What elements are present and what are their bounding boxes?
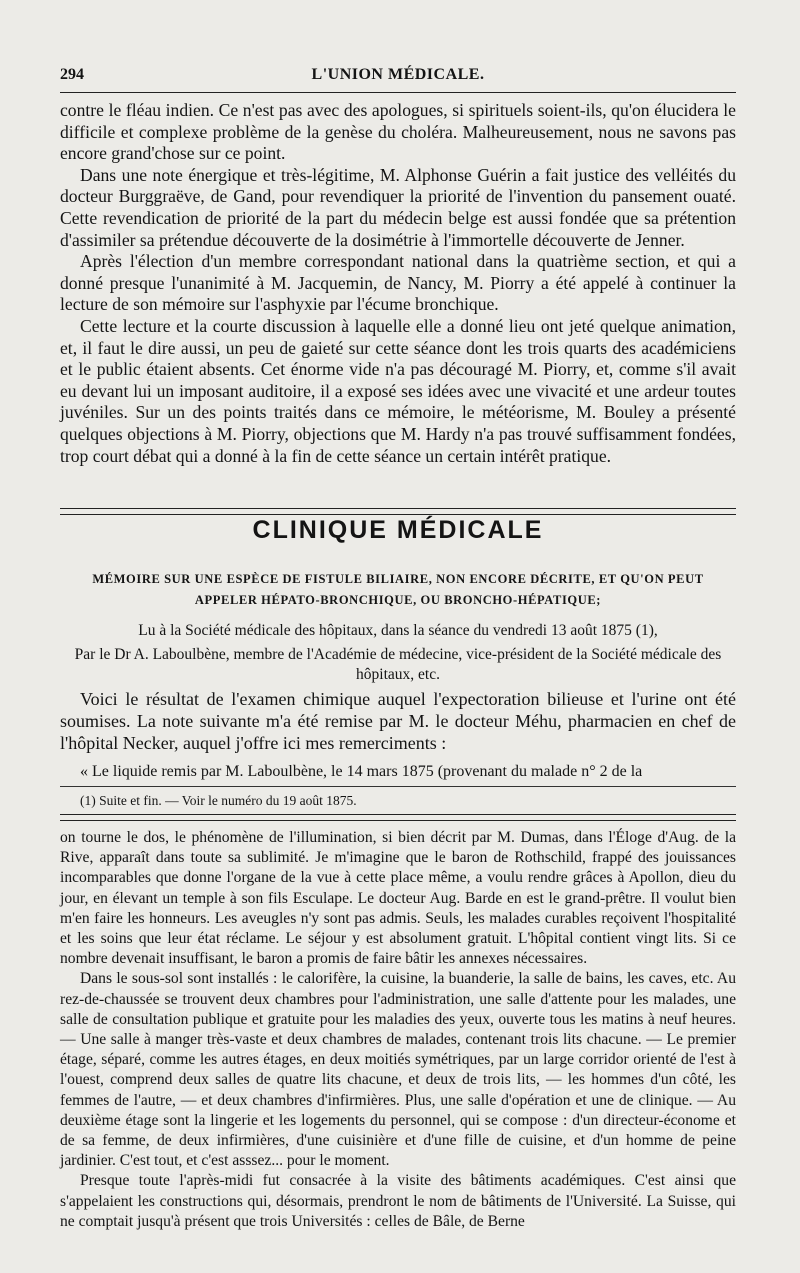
journal-title: L'UNION MÉDICALE. (311, 66, 485, 83)
paragraph: Dans le sous-sol sont installés : le calorifère, la cuisine, la buanderie, la salle de bains, les caves, etc. Au rez-de-chaussée se trouvent deux chambres pour l'administration, une salle d'attente pour les malades, une salle de consultation publique et gratuite pour les maladies des yeux, ouverte tous les matins à neuf heures. — Une salle à manger très-vaste et deux chambres de malades, contenant trois lits chacune. — Le premier étage, séparé, comme les autres étages, en deux moitiés symétriques, par un large corridor orienté de l'est à l'ouest, comprend deux salles de quatre lits chacune, et deux de trois lits, — les hommes d'un côté, les femmes de l'autre, — et deux chambres d'infirmières. Plus, une salle d'opération et une de clinique. — Au deuxième étage sont la lingerie et les logements du personnel, qui se compose : d'un directeur-économe et de sa femme, de deux infirmières, d'une cuisinière et d'une fille de cuisine, et d'un homme de peine jardinier. C'est tout, et c'est asssez... pour le moment. (60, 970, 736, 1170)
paragraph: Voici le résultat de l'examen chimique auquel l'expectoration bilieuse et l'urine ont été soumises. La note suivante m'a été remise par M. le docteur Méhu, pharmacien en chef de l'hôpital Necker, auquel j'offre ici mes remerciments : (60, 689, 736, 753)
author-line: Par le Dr A. Laboulbène, membre de l'Académie de médecine, vice-président de la Société médicale des hôpitaux, etc. (74, 646, 722, 683)
footnote: (1) Suite et fin. — Voir le numéro du 19 août 1875. (80, 793, 357, 808)
header-rule (60, 92, 736, 93)
paragraph: Cette lecture et la courte discussion à laquelle elle a donné lieu ont jeté quelque animation, et, il faut le dire aussi, un peu de gaieté sur cette séance dont les trois quarts des académiciens et le public étaient absents. Cet énorme vide n'a pas découragé M. Piorry, et, comme s'il avait eu devant lui un imposant auditoire, il a exposé ses idées avec une vivacité et une ardeur toutes juvéniles. Sur un des points traités dans ce mémoire, le météorisme, M. Bouley a présenté quelques objections à M. Piorry, objections que M. Hardy n'a pas trouvé suffisamment fondées, trop court débat qui a donné à la fin de cette séance un certain intérêt pratique. (60, 315, 736, 466)
paragraph: Dans une note énergique et très-légitime, M. Alphonse Guérin a fait justice des velléités du docteur Burggraëve, de Gand, pour revendiquer la priorité de l'invention du pansement ouaté. Cette revendication de priorité de la part du médecin belge est aussi fondée que sa prétention d'assimiler sa prétendue découverte de la dosimétrie à l'immortelle découverte de Jenner. (60, 164, 736, 250)
paragraph: Presque toute l'après-midi fut consacrée à la visite des bâtiments académiques. C'est ainsi que s'appelaient les constructions qui, désormais, prendront le nom de bâtiments de l'Université. La Suisse, qui ne comptait jusqu'à présent que trois Universités : celles de Bâle, de Berne (60, 1172, 736, 1230)
memoir-title: MÉMOIRE SUR UNE ESPÈCE DE FISTULE BILIAIRE, NON ENCORE DÉCRITE, ET QU'ON PEUT APPELER HÉPATO-BRONCHIQUE, OU BRONCHO-HÉPATIQUE; (92, 572, 704, 607)
feuilleton-article (60, 828, 736, 1232)
clinic-article (60, 688, 736, 754)
section-divider (60, 508, 736, 515)
paragraph: Après l'élection d'un membre correspondant national dans la quatrième section, et qui a donné presque l'unanimité à M. Jacquemin, de Nancy, M. Piorry a été appelé à continuer la lecture de son mémoire sur l'asphyxie par l'écume bronchique. (60, 251, 736, 315)
paragraph: contre le fléau indien. Ce n'est pas avec des apologues, si spirituels soient-ils, qu'on élucidera le difficile et complexe problème de la genèse du choléra. Malheureusement, nous ne savons pas encore grand'chose sur ce point. (60, 100, 736, 164)
read-line: Lu à la Société médicale des hôpitaux, dans la séance du vendredi 13 août 1875 (1), (138, 622, 658, 639)
running-head (60, 64, 736, 90)
paragraph: on tourne le dos, le phénomène de l'illumination, si bien décrit par M. Dumas, dans l'Éloge d'Aug. de la Rive, apparaît dans toute sa sublimité. Je m'imagine que le baron de Rothschild, frappé des jouissances incomparables que donne l'organe de la vue à cette place même, a voulu rendre grâces à Apollon, dieu du jour, en élevant un temple à son fils Esculape. Le docteur Aug. Barde en est le grand-prêtre. Il voulut bien m'en faire les honneurs. Les aveugles n'y sont pas admis. Seuls, les malades curables reçoivent l'hospitalité et les soins que leur état réclame. Le séjour y est absolument gratuit. L'hôpital contient vingt lits. Si ce nombre devenait insuffisant, le baron a promis de faire bâtir les annexes nécessaires. (60, 829, 736, 968)
main-article (60, 100, 736, 467)
page-number: 294 (60, 66, 84, 83)
quote-line: « Le liquide remis par M. Laboulbène, le 14 mars 1875 (provenant du malade n° 2 de la (80, 763, 643, 780)
feuilleton-divider (60, 814, 736, 821)
section-title: CLINIQUE MÉDICALE (252, 516, 544, 544)
footnote-rule (60, 786, 736, 787)
